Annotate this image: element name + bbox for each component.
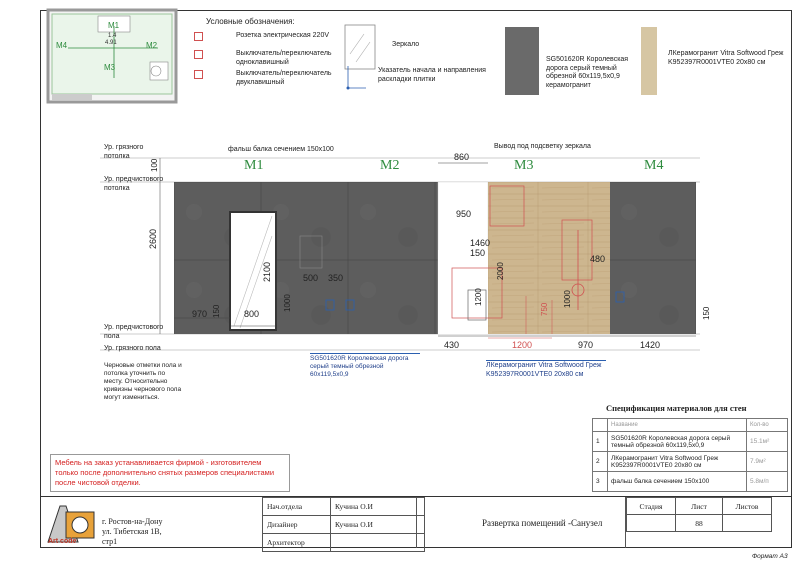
zone-m2: M2 (380, 158, 400, 173)
table-row (627, 498, 772, 515)
titleblock-roles (262, 497, 425, 552)
spec-qty: 5.8м/п (747, 472, 788, 492)
plan-area-bottom: 4.91 (105, 40, 117, 46)
spec-table (592, 418, 788, 492)
dim-150b: 150 (470, 248, 486, 258)
callout-dark: SG501620R Королевская дорога серый темный обрезной 60х119,5х0,9 (310, 353, 420, 379)
dim-500: 500 (303, 273, 319, 283)
role-name: Кучина О.И (331, 516, 425, 534)
zone-m1: M1 (244, 158, 264, 173)
spec-qty: 7.9м² (747, 452, 788, 472)
dim-350: 350 (328, 273, 344, 283)
level-dirty-ceiling: Ур. грязного потолка (104, 144, 144, 160)
spec-num: 1 (593, 432, 608, 452)
material-light-label: ЛКерамогранит Vitra Softwood Греж K952397R0001VTE0 20х80 см (668, 50, 784, 66)
table-row (627, 515, 772, 532)
spec-name: фальш балка сечением 150х100 (608, 472, 747, 492)
level-prefinish-ceiling: Ур. предчистового потолка (104, 176, 164, 192)
dim-150-left: 150 (212, 304, 221, 318)
warning-note: Мебель на заказ устанавливается фирмой - изготовителем только после дополнительно снятых размеров специалистами после чистовой отделки. (50, 454, 290, 492)
dim-1000b: 1000 (563, 290, 572, 308)
zone-m4: M4 (644, 158, 664, 173)
address-line-2: ул. Тибетская 1В, (102, 527, 162, 536)
legend-tile-direction: Указатель начала и направления раскладки плитки (378, 67, 486, 83)
table-row (593, 452, 788, 472)
dim-1420: 1420 (640, 340, 661, 350)
spec-title: Спецификация материалов для стен (606, 403, 747, 413)
dim-1200: 1200 (512, 340, 533, 350)
zone-m3: M3 (514, 158, 534, 173)
plan-label-m1: M1 (108, 21, 120, 30)
titleblock-sheets (626, 497, 772, 532)
dim-2000: 2000 (496, 262, 505, 280)
dim-1460: 1460 (470, 238, 491, 248)
dim-2600: 2600 (148, 228, 158, 249)
legend-mirror: Зеркало (392, 41, 420, 48)
format-label: Формат А3 (752, 553, 788, 560)
legend-socket: Розетка электрическая 220V (236, 32, 330, 39)
sheets-label: Листов (723, 498, 772, 515)
table-row (263, 516, 425, 534)
dim-480: 480 (590, 254, 606, 264)
spec-head-name: Название (608, 419, 747, 432)
dim-150-right: 150 (702, 306, 711, 320)
spec-name: ЛКерамогранит Vitra Softwood Греж K952397R0001VTE0 20х80 см (608, 452, 747, 472)
drawing-title: Развертка помещений -Санузел (482, 518, 603, 528)
mirror-light-note: Вывод под подсветку зеркала (494, 143, 591, 150)
table-row (263, 498, 425, 516)
legend-switch-double: Выключатель/переключатель двуклавишный (236, 70, 332, 86)
plan-area-top: 1.4 (108, 33, 117, 39)
spec-head-qty: Кол-во (747, 419, 788, 432)
floor-note: Черновые отметки пола и потолка уточнить по месту. Относительно кривизны чернового пола могут измениться. (104, 362, 182, 401)
logo-text: Art code (48, 538, 77, 545)
dim-750: 750 (540, 302, 549, 316)
table-row (593, 432, 788, 452)
address-line-1: г. Ростов-на-Дону (102, 517, 163, 526)
dim-1000-switch: 1000 (283, 294, 292, 312)
beam-note: фальш балка сечением 150х100 (228, 146, 334, 153)
dim-100: 100 (150, 158, 159, 172)
dim-970-left: 970 (192, 309, 208, 319)
role-label: Архитектор (263, 534, 331, 552)
plan-label-m4: M4 (56, 41, 68, 50)
spec-head-row (593, 419, 788, 432)
spec-qty: 15.1м² (747, 432, 788, 452)
spec-num: 2 (593, 452, 608, 472)
address-line-3: стр1 (102, 537, 118, 546)
dim-door-2100: 2100 (262, 261, 272, 282)
dim-970: 970 (578, 340, 594, 350)
table-row (263, 534, 425, 552)
dim-door-800: 800 (244, 309, 260, 319)
dim-950: 950 (456, 209, 472, 219)
level-dirty-floor: Ур. грязного пола (104, 345, 161, 352)
role-name (331, 534, 425, 552)
legend-switch-single: Выключатель/переключатель одноклавишный (236, 50, 332, 66)
spec-num: 3 (593, 472, 608, 492)
table-row (593, 472, 788, 492)
spec-name: SG501620R Королевская дорога серый темный обрезной 60х119,5х0,9 (608, 432, 747, 452)
role-label: Нач.отдела (263, 498, 331, 516)
callout-light: ЛКерамогранит Vitra Softwood Греж K952397R0001VTE0 20х80 см (486, 360, 606, 379)
legend-title: Условные обозначения: (206, 17, 295, 26)
material-dark-label: SG501620R Королевская дорога серый темный обрезной 60х119,5х0,9 керамогранит (546, 56, 629, 89)
dim-1200-vert: 1200 (474, 288, 483, 306)
stage-label: Стадия (627, 498, 676, 515)
plan-label-m3: M3 (104, 63, 116, 72)
dim-860: 860 (454, 152, 470, 162)
level-prefinish-floor: Ур. предчистового пола (104, 324, 164, 340)
dim-430: 430 (444, 340, 460, 350)
sheet-label: Лист (676, 498, 723, 515)
sheet-value: 88 (676, 515, 723, 532)
plan-label-m2: M2 (146, 41, 158, 50)
role-label: Дизайнер (263, 516, 331, 534)
role-name: Кучина О.И (331, 498, 425, 516)
